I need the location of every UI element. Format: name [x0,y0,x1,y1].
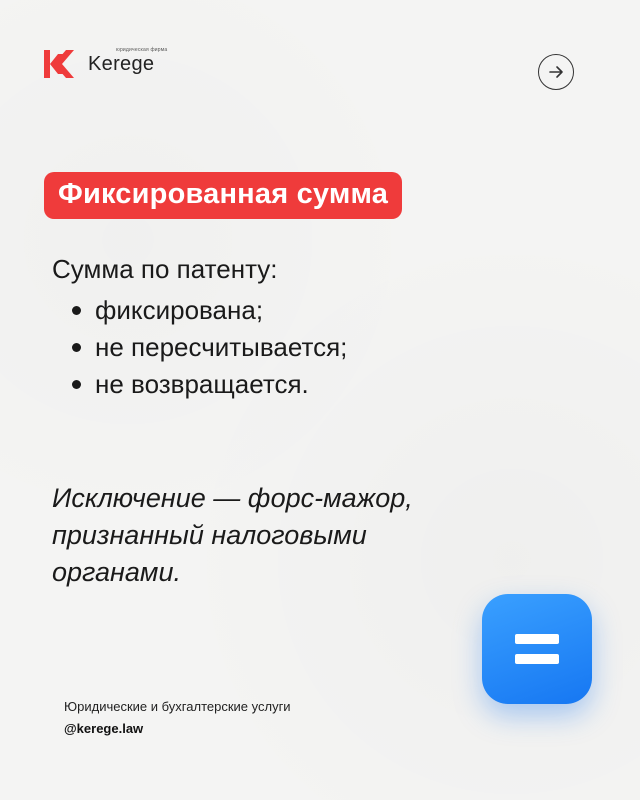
brand-name: Kerege [88,52,155,75]
list-item-text: не пересчитывается; [95,332,348,362]
list-item [72,292,347,329]
arrow-right-icon [547,63,565,81]
list-item [72,329,347,366]
list-item [72,366,347,403]
bullet-dot [72,380,81,389]
headline-badge: Фиксированная сумма [44,172,402,219]
bullet-list [72,292,347,403]
footer-handle[interactable]: @kerege.law [64,721,144,736]
list-item-text: фиксирована; [95,295,264,325]
bullet-dot [72,343,81,352]
next-slide-button[interactable] [538,54,574,90]
brand-logo[interactable] [42,46,168,80]
kerege-logo-icon [42,48,78,80]
lead-text: Сумма по патенту: [52,254,278,284]
list-item-text: не возвращается. [95,369,309,399]
bullet-dot [72,306,81,315]
equals-bar-top [515,634,559,644]
equals-icon [482,594,592,704]
exception-note: Исключение — форс-мажор, признанный налоговыми органами. [52,483,413,587]
footer-services: Юридические и бухгалтерские услуги [64,699,291,714]
brand-subtitle: юридическая фирма [116,46,168,53]
equals-bar-bottom [515,654,559,664]
